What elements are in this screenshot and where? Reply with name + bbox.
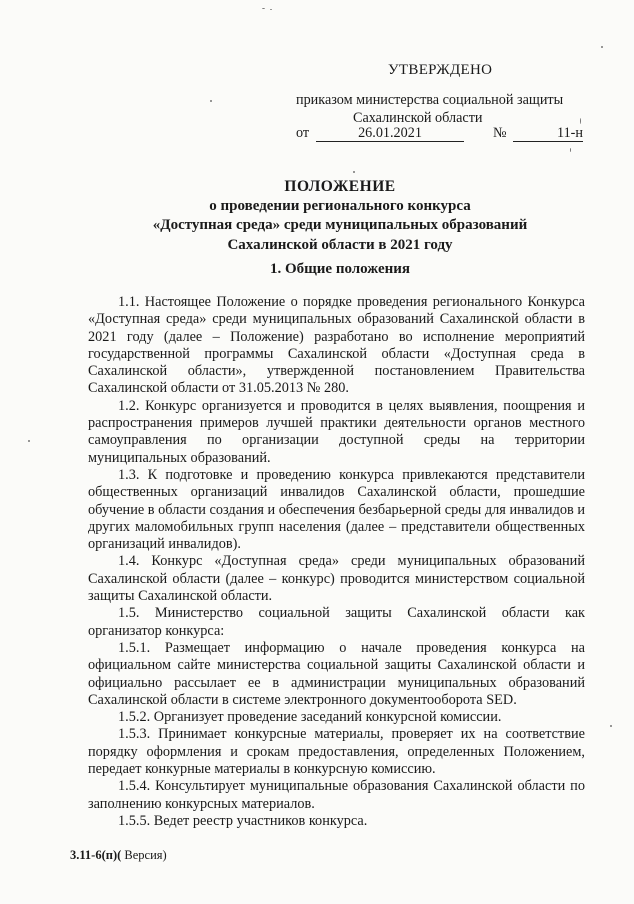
scan-speck <box>580 118 581 124</box>
paragraph: 1.5.5. Ведет реестр участников конкурса. <box>118 812 368 829</box>
scan-speck <box>570 148 571 152</box>
paragraph: 1.5.2. Организует проведение заседаний конкурсной комиссии. <box>118 709 502 726</box>
order-date-number <box>296 125 606 145</box>
scan-speck <box>270 9 272 10</box>
from-label: от <box>296 125 310 141</box>
footer-code: 3.11-6(п)( <box>70 848 122 862</box>
scan-speck <box>353 171 355 173</box>
scan-speck <box>210 100 212 102</box>
document-title <box>60 177 620 255</box>
number-label: № <box>493 125 507 141</box>
scan-speck <box>262 8 265 9</box>
section-heading: 1. Общие положения <box>269 261 411 277</box>
title-line-2: о проведении регионального конкурса <box>209 197 471 214</box>
footer-version-label: Версия) <box>121 848 167 862</box>
paragraph: 1.3. К подготовке и проведению конкурса привлекаются представители общественных организаций инвалидов Сахалинской области, прошедшие обучение в области создания и обеспечения безбарьерной среды для инвалидов и других маломобильных групп населения (далее – представители общественных организаций инвалидов). <box>88 466 585 553</box>
order-line-1: приказом министерства социальной защиты <box>296 92 564 108</box>
title-line-4: Сахалинской области в 2021 году <box>227 236 453 253</box>
scan-speck <box>601 46 603 48</box>
paragraph: 1.5.1. Размещает информацию о начале проведения конкурса на официальном сайте министерства социальной защиты Сахалинской области и официально рассылает ее в администрации муниципальных образований Сахалинской области в системе электронного документооборота SED. <box>88 639 585 708</box>
footer-version <box>70 848 167 863</box>
order-line-2: Сахалинской области <box>353 110 483 126</box>
paragraph: 1.2. Конкурс организуется и проводится в целях выявления, поощрения и распространения примеров лучшей практики деятельности органов местного самоуправления по организации доступной среды на территории муниципальных образований. <box>88 397 585 466</box>
paragraph: 1.5. Министерство социальной защиты Сахалинской области как организатор конкурса: <box>88 605 585 639</box>
paragraph: 1.5.4. Консультирует муниципальные образования Сахалинской области по заполнению конкурсных материалов. <box>88 778 585 812</box>
order-number: 11-н <box>513 125 583 142</box>
paragraph: 1.1. Настоящее Положение о порядке проведения регионального Конкурса «Доступная среда» среди муниципальных образований Сахалинской области в 2021 году (далее – Положение) разработано во исполнение мероприятий государственной программы Сахалинской области «Доступная среда в Сахалинской области», утвержденной постановлением Правительства Сахалинской области от 31.05.2013 № 280. <box>88 294 585 397</box>
order-date: 26.01.2021 <box>316 125 464 142</box>
title-line-3: «Доступная среда» среди муниципальных образований <box>152 217 528 233</box>
paragraph: 1.4. Конкурс «Доступная среда» среди муниципальных образований Сахалинской области (далее – конкурс) проводится министерством социальной защиты Сахалинской области. <box>88 553 585 605</box>
scan-speck <box>28 440 30 442</box>
scan-speck <box>610 725 612 727</box>
section-body <box>88 294 585 830</box>
paragraph: 1.5.3. Принимает конкурсные материалы, проверяет их на соответствие порядку оформления и срокам предоставления, определенных Положением, передает конкурные материалы в конкурсную комиссию. <box>88 726 585 778</box>
title-main: ПОЛОЖЕНИЕ <box>284 178 396 195</box>
order-reference <box>296 91 616 127</box>
approved-stamp: УТВЕРЖДЕНО <box>388 62 493 78</box>
